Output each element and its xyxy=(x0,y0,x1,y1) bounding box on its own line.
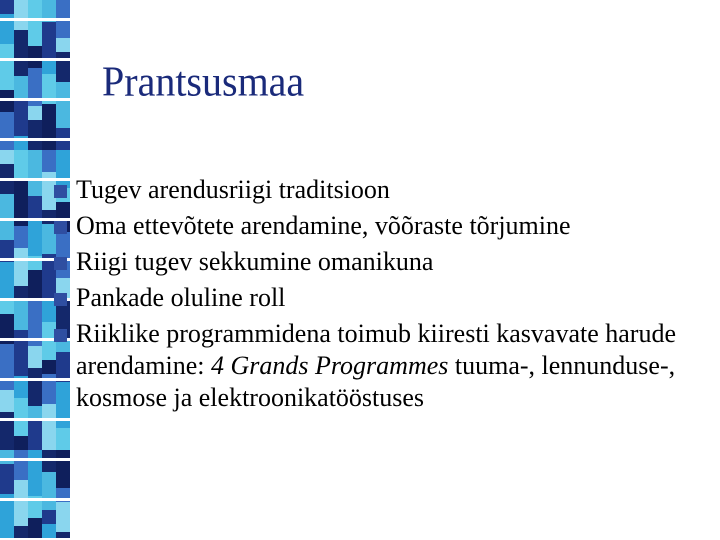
stripe-block xyxy=(14,98,28,136)
stripe-block xyxy=(28,0,42,46)
square-bullet-icon xyxy=(54,329,67,342)
stripe-block xyxy=(56,428,70,450)
stripe-block xyxy=(28,120,42,150)
stripe-block xyxy=(56,502,70,532)
stripe-block xyxy=(28,420,42,450)
bullet-text: Oma ettevõtete arendamine, võõraste tõrjumine xyxy=(76,211,571,240)
stripe-block xyxy=(28,450,42,496)
stripe-gap xyxy=(0,18,72,21)
stripe-block xyxy=(42,524,56,540)
stripe-block xyxy=(28,406,42,420)
stripe-gap xyxy=(0,138,72,141)
stripe-block xyxy=(28,518,42,540)
stripe-gap xyxy=(0,458,72,461)
stripe-block xyxy=(14,300,28,330)
stripe-block xyxy=(14,226,28,248)
stripe-block xyxy=(42,104,56,150)
stripe-block xyxy=(0,464,14,494)
stripe-gap xyxy=(0,58,72,61)
stripe-block xyxy=(28,150,42,196)
stripe-block xyxy=(28,106,42,120)
stripe-block xyxy=(42,150,56,172)
stripe-block xyxy=(28,46,42,68)
stripe-block xyxy=(0,300,14,314)
stripe-block xyxy=(0,262,14,300)
bullet-text: Riigi tugev sekkumine omanikuna xyxy=(76,247,434,276)
stripe-block xyxy=(42,22,56,60)
stripe-block xyxy=(14,526,28,540)
bullet-item xyxy=(48,282,708,314)
bullet-text-part: tuuma-, lennunduse-, kosmose ja elektroonikatööstuses xyxy=(76,351,676,412)
square-bullet-icon xyxy=(54,185,67,198)
bullet-text-part: Riiklike programmidena toimub kiiresti kasvavate harude arendamine: xyxy=(76,319,677,380)
stripe-block xyxy=(0,450,14,464)
bullet-text xyxy=(76,319,676,412)
stripe-block xyxy=(14,248,28,286)
stripe-block xyxy=(28,270,42,300)
stripe-block xyxy=(56,52,70,82)
stripe-block xyxy=(14,0,28,30)
slide-title: Prantsusmaa xyxy=(102,57,305,106)
stripe-block xyxy=(14,398,28,436)
stripe-block xyxy=(14,480,28,526)
stripe-block xyxy=(0,112,14,150)
square-bullet-icon xyxy=(54,257,67,270)
stripe-block xyxy=(56,38,70,52)
bullet-text: Pankade oluline roll xyxy=(76,283,286,312)
stripe-block xyxy=(56,450,70,488)
stripe-block xyxy=(42,510,56,524)
stripe-block xyxy=(0,412,14,450)
bullet-text: Tugev arendusriigi traditsioon xyxy=(76,175,390,204)
bullet-list xyxy=(48,174,708,418)
stripe-gap xyxy=(0,418,72,421)
stripe-block xyxy=(28,218,42,256)
stripe-block xyxy=(0,0,14,14)
stripe-block xyxy=(28,346,42,368)
stripe-block xyxy=(42,472,56,510)
bullet-item xyxy=(48,210,708,242)
stripe-block xyxy=(0,194,14,240)
stripe-block xyxy=(14,436,28,450)
stripe-block xyxy=(56,82,70,128)
stripe-block xyxy=(28,196,42,218)
stripe-block xyxy=(0,150,14,164)
stripe-block xyxy=(42,60,56,74)
stripe-block xyxy=(28,368,42,406)
stripe-block xyxy=(14,286,28,300)
stripe-block xyxy=(0,344,14,390)
square-bullet-icon xyxy=(54,293,67,306)
square-bullet-icon xyxy=(54,221,67,234)
stripe-block xyxy=(14,30,28,76)
stripe-block xyxy=(14,76,28,98)
stripe-block xyxy=(14,330,28,376)
stripe-block xyxy=(0,390,14,412)
stripe-block xyxy=(14,150,28,180)
bullet-item xyxy=(48,246,708,278)
stripe-gap xyxy=(0,498,72,501)
stripe-gap xyxy=(0,98,72,101)
program-name-emphasis: 4 Grands Programmes xyxy=(211,351,449,380)
stripe-block xyxy=(14,450,28,480)
stripe-block xyxy=(0,44,14,90)
bullet-item xyxy=(48,318,708,414)
bullet-item xyxy=(48,174,708,206)
